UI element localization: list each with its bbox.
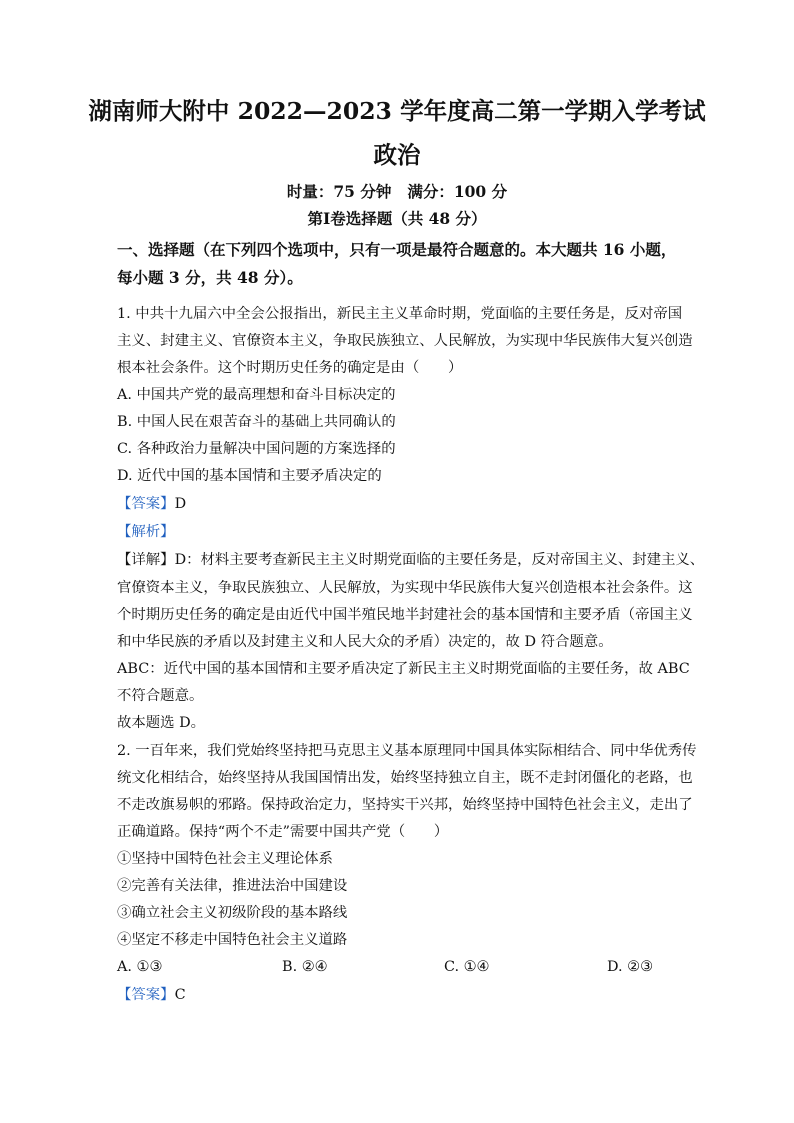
detail-tag: 【详解】 bbox=[117, 552, 175, 568]
q1-detail-line-3: 个时期历史任务的确定是由近代中国半殖民地半封建社会的基本国情和主要矛盾（帝国主义 bbox=[117, 607, 693, 623]
answer-tag: 【答案】 bbox=[117, 496, 175, 512]
q2-stem-line-4: 正确道路。保持“两个不走”需要中国共产党（ ） bbox=[117, 824, 449, 840]
q2-answer bbox=[117, 985, 717, 1005]
time-limit: 时量：75 分钟 bbox=[286, 182, 392, 201]
answer-tag: 【答案】 bbox=[117, 987, 175, 1003]
q2-item-3: ③确立社会主义初级阶段的基本路线 bbox=[117, 905, 348, 921]
q1-detail-line-1 bbox=[117, 550, 717, 570]
q2-stem-line-1: 2. 一百年来，我们党始终坚持把马克思主义基本原理同中国具体实际相结合、同中华优秀传 bbox=[117, 743, 697, 759]
q1-detail-line-6: 不符合题意。 bbox=[117, 688, 204, 704]
q1-analysis-heading bbox=[117, 522, 717, 542]
q2-item-2: ②完善有关法律，推进法治中国建设 bbox=[117, 878, 348, 894]
section-instructions-line-1: 一、选择题（在下列四个选项中，只有一项是最符合题意的。本大题共 16 小题， bbox=[117, 240, 677, 259]
q2-choice-d: D. ②③ bbox=[607, 959, 653, 975]
q2-stem-line-2: 统文化相结合，始终坚持从我国国情出发，始终坚持独立自主，既不走封闭僵化的老路，也 bbox=[117, 770, 693, 786]
q2-choice-c: C. ①④ bbox=[444, 959, 490, 975]
answer-value: D bbox=[174, 496, 187, 512]
q1-detail-line-2: 官僚资本主义，争取民族独立、人民解放，为实现中华民族伟大复兴创造根本社会条件。这 bbox=[117, 580, 693, 596]
q2-stem-line-3: 不走改旗易帜的邪路。保持政治定力，坚持实干兴邦，始终坚持中国特色社会主义，走出了 bbox=[117, 797, 693, 813]
answer-value: C bbox=[174, 987, 186, 1003]
q1-detail-line-4: 和中华民族的矛盾以及封建主义和人民大众的矛盾）决定的，故 D 符合题意。 bbox=[117, 634, 613, 650]
q1-detail-line-7: 故本题选 D。 bbox=[117, 715, 206, 731]
full-score: 满分：100 分 bbox=[407, 182, 508, 201]
q1-option-c: C. 各种政治力量解决中国问题的方案选择的 bbox=[117, 441, 396, 457]
q1-option-d: D. 近代中国的基本国情和主要矛盾决定的 bbox=[117, 468, 382, 484]
exam-title: 湖南师大附中 2022—2023 学年度高二第一学期入学考试 bbox=[88, 97, 706, 125]
q1-stem-line-1: 1. 中共十九届六中全会公报指出，新民主主义革命时期，党面临的主要任务是，反对帝国 bbox=[117, 306, 683, 322]
exam-info bbox=[0, 181, 794, 203]
q1-option-b: B. 中国人民在艰苦奋斗的基础上共同确认的 bbox=[117, 414, 396, 430]
q1-answer bbox=[117, 494, 717, 514]
q1-stem-line-2: 主义、封建主义、官僚资本主义，争取民族独立、人民解放，为实现中华民族伟大复兴创造 bbox=[117, 333, 693, 349]
analysis-tag: 【解析】 bbox=[117, 524, 175, 540]
exam-subject: 政治 bbox=[373, 141, 421, 169]
q2-choice-a: A. ①③ bbox=[117, 959, 163, 975]
q2-item-1: ①坚持中国特色社会主义理论体系 bbox=[117, 851, 333, 867]
detail-text: D：材料主要考查新民主主义时期党面临的主要任务是，反对帝国主义、封建主义、 bbox=[174, 552, 705, 568]
part-heading: 第Ⅰ卷选择题（共 48 分） bbox=[307, 209, 487, 228]
q2-item-4: ④坚定不移走中国特色社会主义道路 bbox=[117, 932, 348, 948]
q2-choice-b: B. ②④ bbox=[282, 959, 328, 975]
q1-detail-line-5: ABC：近代中国的基本国情和主要矛盾决定了新民主主义时期党面临的主要任务，故 ABC bbox=[117, 661, 690, 677]
q1-stem-line-3: 根本社会条件。这个时期历史任务的确定是由（ ） bbox=[117, 360, 463, 376]
section-instructions-line-2: 每小题 3 分，共 48 分）。 bbox=[117, 268, 303, 287]
q1-option-a: A. 中国共产党的最高理想和奋斗目标决定的 bbox=[117, 387, 396, 403]
